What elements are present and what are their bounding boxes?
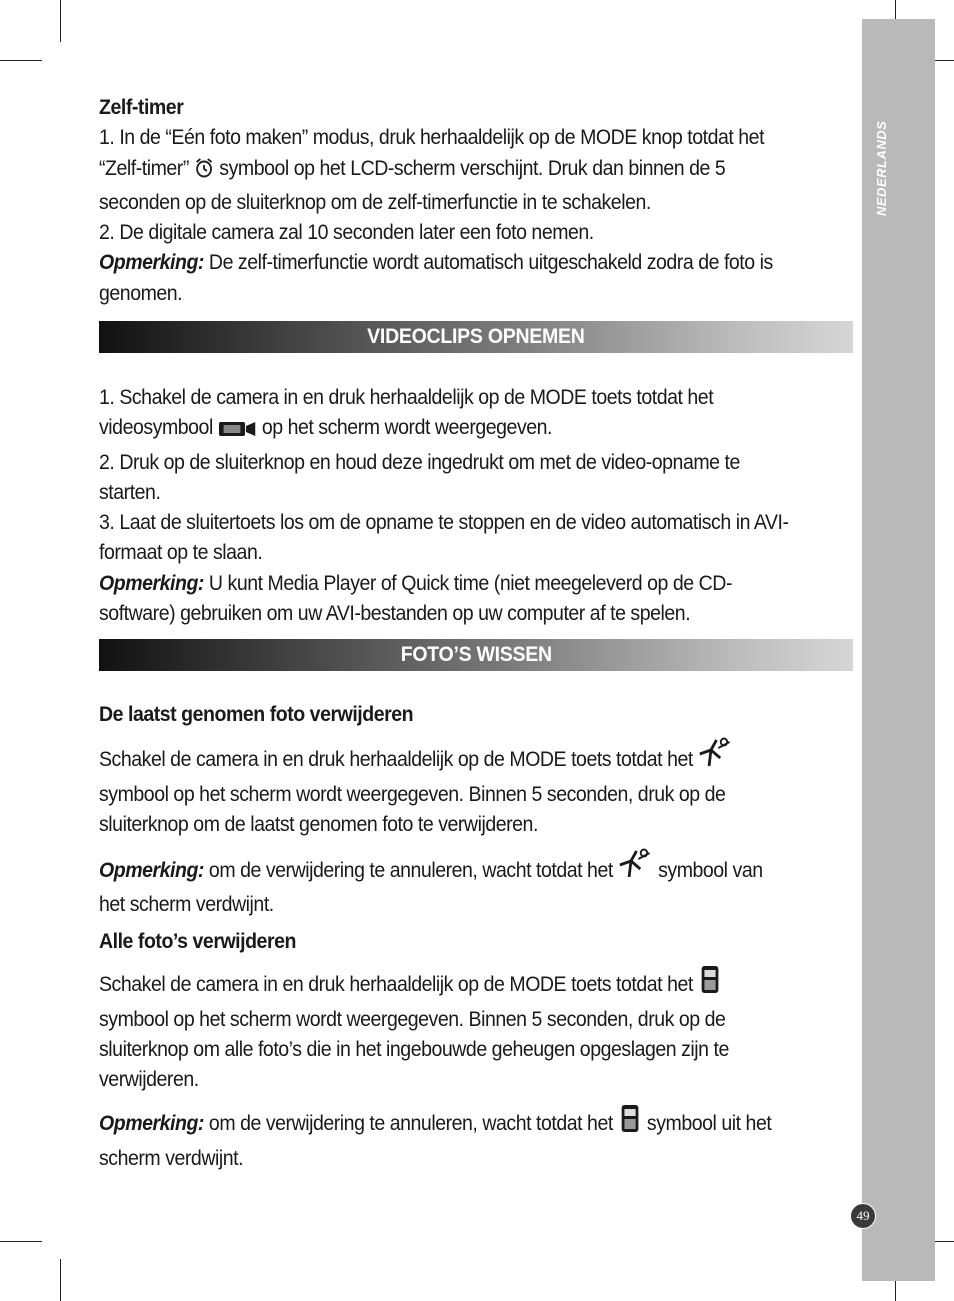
- crop-mark: [60, 1259, 61, 1301]
- delete-last-note: [99, 847, 789, 921]
- delete-all-icon: [698, 963, 722, 1004]
- note-label: Opmerking:: [99, 859, 204, 883]
- selftimer-step1-text-cont: symbool op het LCD-scherm verschijnt. Druk dan binnen de 5 seconden op de sluiterknop om de zelf-timerfunctie in te schakelen.: [99, 156, 726, 214]
- note-text-cont: symbool uit het scherm verdwijnt.: [99, 1112, 772, 1170]
- delete-all-text-a: Schakel de camera in en druk herhaaldelijk op de MODE toets totdat het: [99, 973, 693, 997]
- delete-all-icon: [618, 1102, 642, 1143]
- delete-last-text: [99, 736, 789, 840]
- page-number: 49: [851, 1204, 875, 1228]
- selftimer-step2: 2. De digitale camera zal 10 seconden later een foto nemen.: [99, 221, 594, 245]
- video-step1: [99, 383, 789, 448]
- note-text: om de verwijdering te annuleren, wacht totdat het: [208, 859, 613, 883]
- language-label: NEDERLANDS: [874, 120, 889, 216]
- timer-icon: [194, 157, 214, 188]
- selftimer-step1-text: 1. In de “Eén foto maken” modus, druk herhaaldelijk op de MODE knop totdat het “Zelf-timer”: [99, 126, 765, 180]
- delete-all-heading: Alle foto’s verwijderen: [99, 930, 296, 953]
- video-note: [99, 569, 789, 630]
- delete-all-section: [99, 927, 789, 1174]
- section-band-videoclips: [99, 321, 853, 353]
- delete-one-icon: [698, 736, 733, 779]
- selftimer-heading: Zelf-timer: [99, 96, 184, 119]
- note-label: Opmerking:: [99, 571, 204, 595]
- note-text: De zelf-timerfunctie wordt automatisch uitgeschakeld zodra de foto is genomen.: [99, 251, 773, 305]
- delete-all-text-b: symbool op het scherm wordt weergegeven. Binnen 5 seconden, druk op de sluiterknop om alle foto’s die in het ingebouwde geheugen opgeslagen zijn te verwijderen.: [99, 1007, 729, 1092]
- video-step1-text-cont: op het scherm wordt weergegeven.: [261, 416, 553, 440]
- video-step3: 3. Laat de sluitertoets los om de opname te stoppen en de video automatisch in AVI-formaat op te slaan.: [99, 511, 789, 565]
- delete-last-section: [99, 700, 789, 921]
- note-label: Opmerking:: [99, 251, 204, 275]
- video-step1-text: 1. Schakel de camera in en druk herhaaldelijk op de MODE toets totdat het videosymbool: [99, 386, 714, 440]
- selftimer-note: [99, 248, 789, 309]
- delete-last-text-b: symbool op het scherm wordt weergegeven. Binnen 5 seconden, druk op de sluiterknop om de laatst genomen foto te verwijderen.: [99, 782, 726, 836]
- note-text: U kunt Media Player of Quick time (niet meegeleverd op de CD-software) gebruiken om uw AVI-bestanden op uw computer af te spelen.: [99, 571, 732, 626]
- delete-last-text-a: Schakel de camera in en druk herhaaldelijk op de MODE toets totdat het: [99, 748, 693, 772]
- video-section: [99, 383, 789, 629]
- section-band-title: FOTO’S WISSEN: [400, 643, 552, 666]
- section-band-title: VIDEOCLIPS OPNEMEN: [367, 325, 585, 348]
- video-step2: 2. Druk op de sluiterknop en houd deze ingedrukt om met de video-opname te starten.: [99, 450, 740, 504]
- note-label: Opmerking:: [99, 1112, 204, 1136]
- note-text: om de verwijdering te annuleren, wacht totdat het: [208, 1112, 613, 1136]
- selftimer-step1: [99, 123, 789, 218]
- delete-one-icon: [618, 847, 653, 890]
- video-camera-icon: [218, 417, 257, 447]
- language-side-tab: [862, 19, 935, 1281]
- selftimer-section: [99, 93, 789, 309]
- delete-all-text: [99, 963, 789, 1095]
- delete-last-heading: De laatst genomen foto verwijderen: [99, 703, 414, 726]
- section-band-delete: [99, 639, 853, 671]
- crop-mark: [60, 0, 61, 42]
- crop-mark: [0, 1241, 42, 1242]
- crop-mark: [0, 60, 42, 61]
- note-text-cont: symbool van het scherm verdwijnt.: [99, 859, 763, 917]
- delete-all-note: [99, 1102, 789, 1174]
